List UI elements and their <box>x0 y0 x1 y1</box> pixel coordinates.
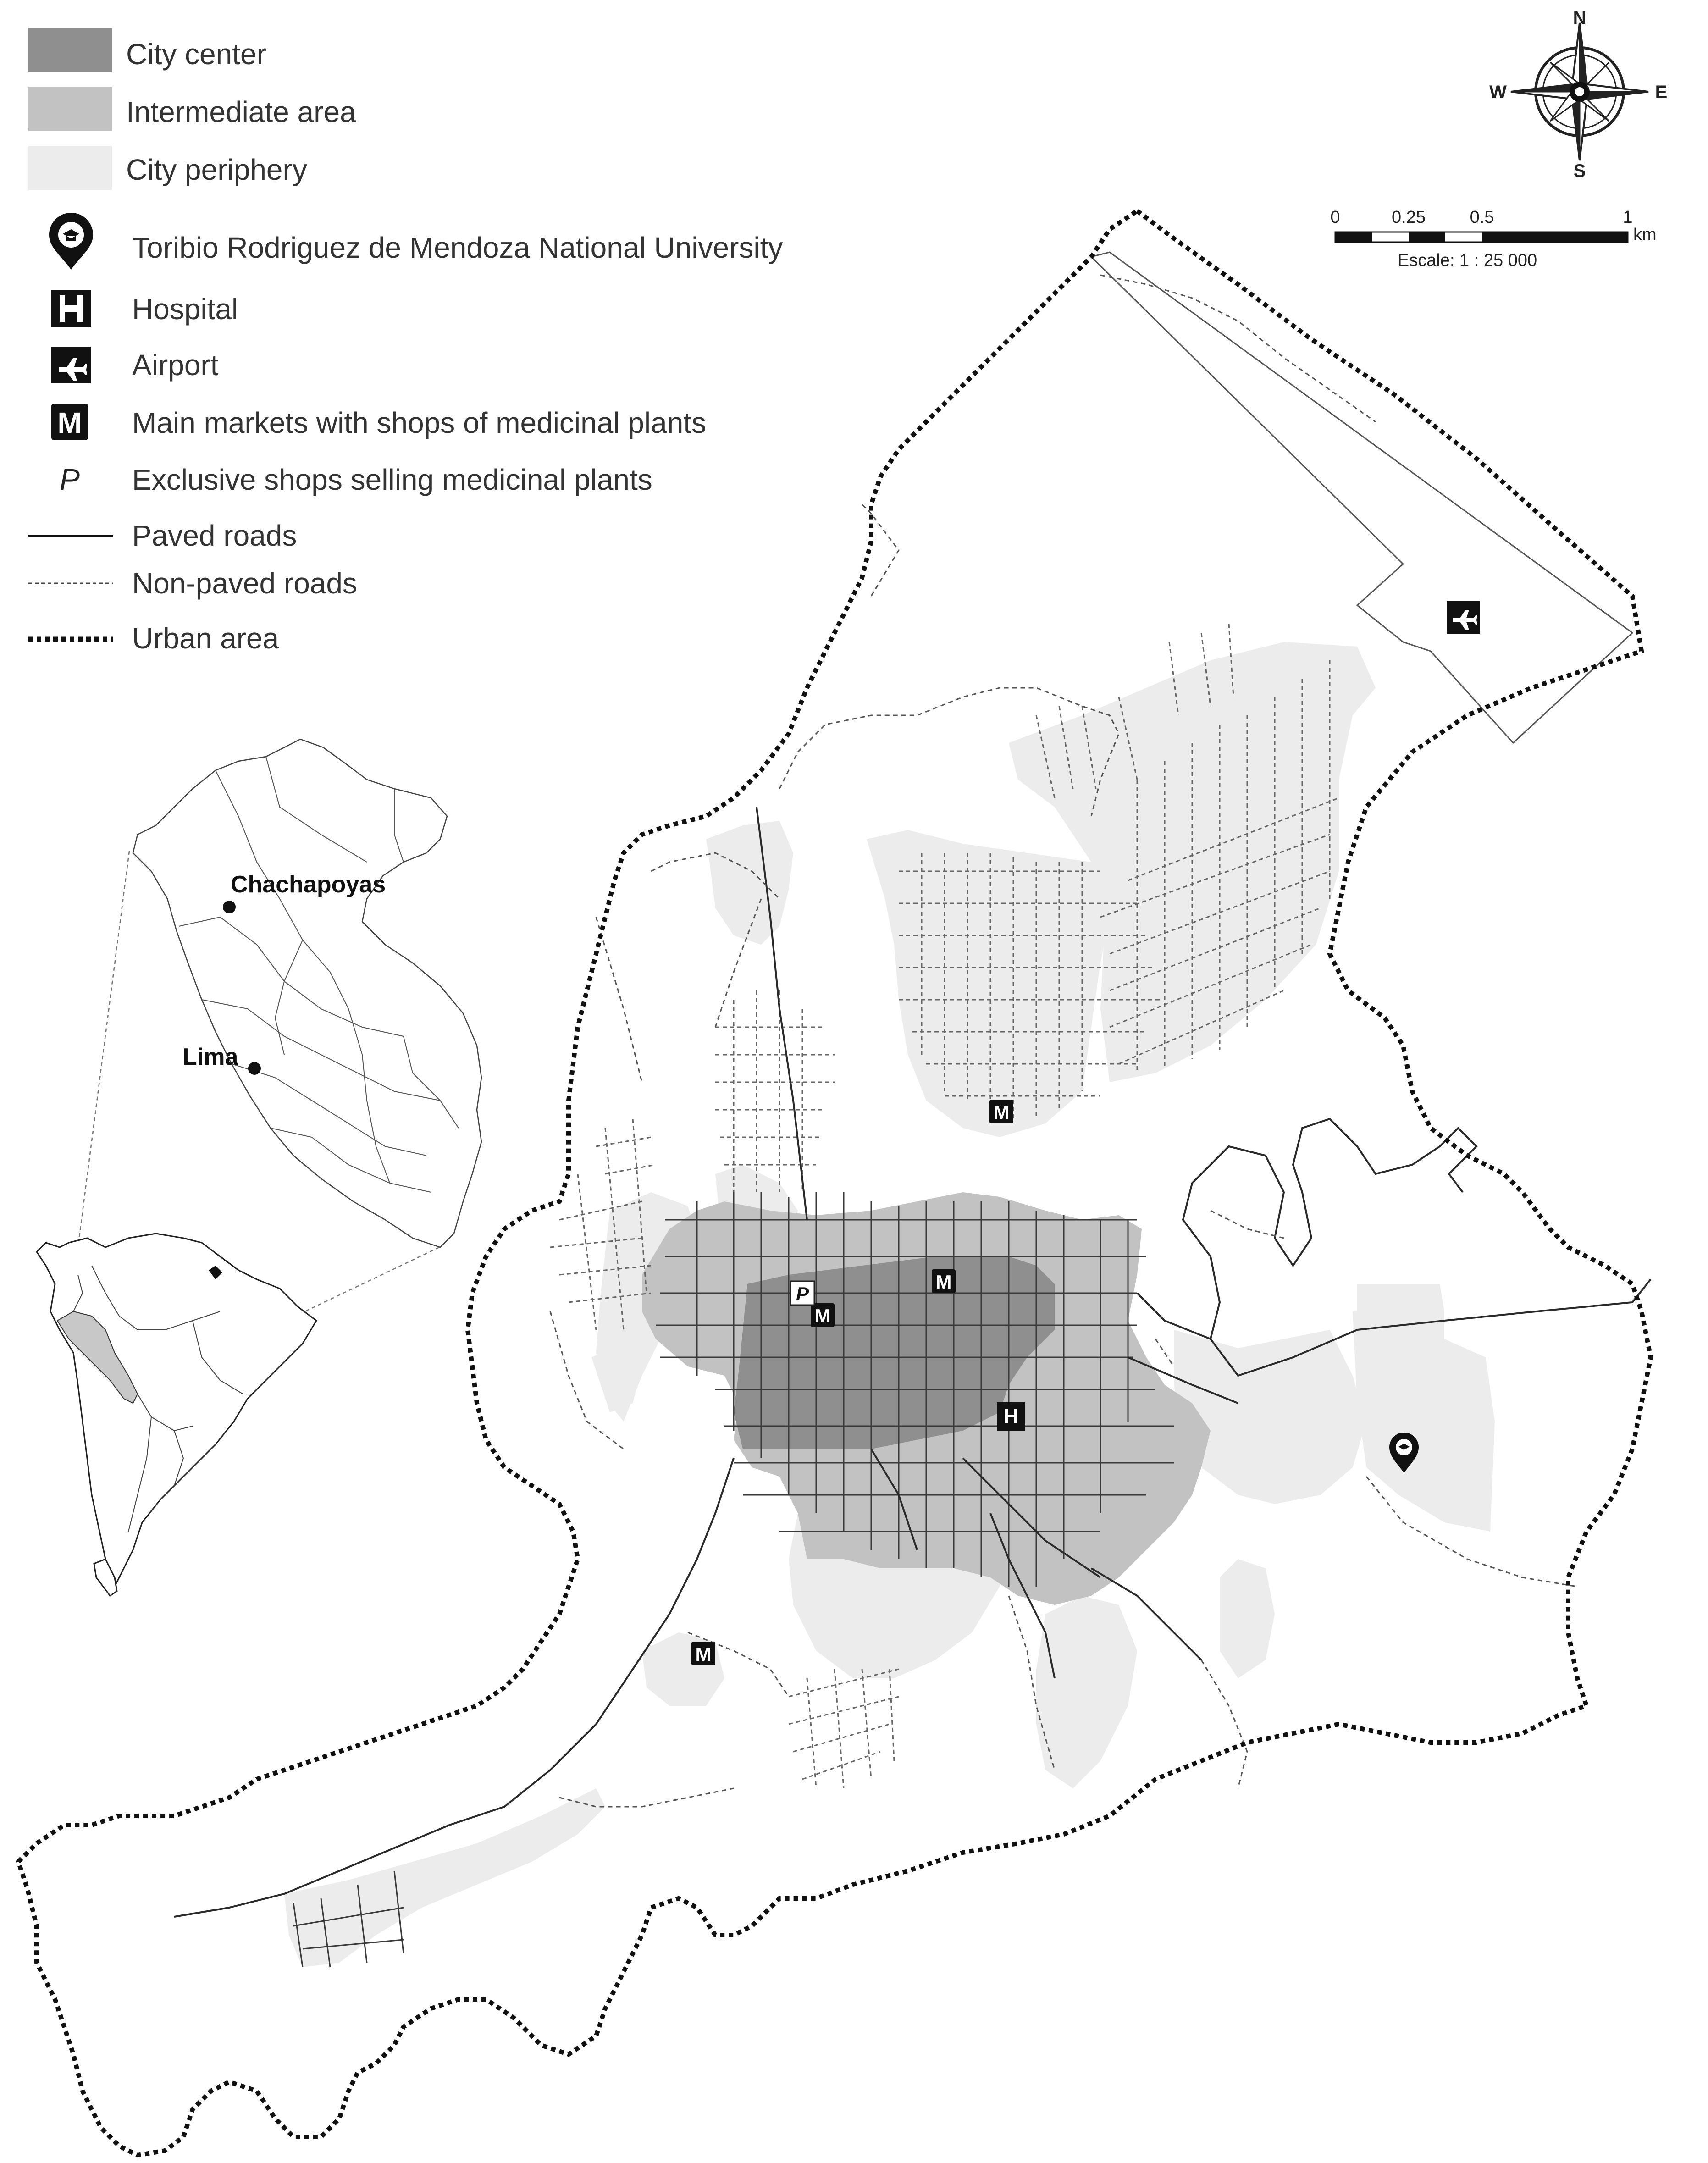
market-marker-south <box>691 1642 715 1665</box>
legend-label-intermediate-area: Intermediate area <box>126 95 356 128</box>
compass-n: N <box>1573 8 1586 28</box>
scale-tick-1: 1 <box>1623 208 1633 227</box>
svg-text:P: P <box>796 1283 809 1305</box>
chachapoyas-label: Chachapoyas <box>231 871 386 898</box>
legend-label-market: Main markets with shops of medicinal plants <box>132 406 707 439</box>
inset-locator <box>37 739 481 1596</box>
hospital-icon <box>51 290 91 327</box>
svg-text:H: H <box>1003 1404 1019 1428</box>
shop-p-marker <box>790 1281 814 1305</box>
legend-label-airport: Airport <box>132 349 219 382</box>
legend-label-city-periphery: City periphery <box>126 153 307 186</box>
scale-tick-05: 0.5 <box>1470 208 1494 227</box>
scale-caption: Escale: 1 : 25 000 <box>1397 251 1537 270</box>
legend-label-city-center: City center <box>126 38 266 71</box>
lima-dot <box>248 1062 261 1075</box>
airport-marker-icon <box>1447 601 1480 634</box>
svg-text:M: M <box>695 1643 712 1665</box>
south-america-outline <box>37 1234 316 1587</box>
svg-text:M: M <box>935 1271 952 1293</box>
legend-label-urban-area: Urban area <box>132 622 279 655</box>
lima-label: Lima <box>182 1044 238 1070</box>
legend-label-university: Toribio Rodriguez de Mendoza National University <box>132 231 783 264</box>
scale-bar <box>1330 208 1656 270</box>
compass-rose <box>1489 8 1667 181</box>
city-map <box>18 211 1651 2155</box>
hospital-marker-icon <box>997 1402 1025 1431</box>
compass-w: W <box>1489 82 1507 102</box>
compass-s: S <box>1573 161 1586 181</box>
peru-regions <box>179 757 459 1192</box>
chachapoyas-dot <box>223 901 236 913</box>
airport-icon <box>51 347 91 383</box>
scale-unit: km <box>1633 225 1657 244</box>
compass-e: E <box>1655 82 1668 102</box>
urban-area-boundary <box>18 211 1651 2155</box>
peru-outline <box>133 739 481 1247</box>
market-icon <box>51 404 88 440</box>
legend-label-shop: Exclusive shops selling medicinal plants <box>132 463 652 496</box>
legend-label-hospital: Hospital <box>132 293 238 326</box>
scale-tick-025: 0.25 <box>1392 208 1426 227</box>
scale-tick-0: 0 <box>1330 208 1340 227</box>
legend-swatch-intermediate-area <box>28 87 112 131</box>
market-marker-center-west <box>811 1303 835 1327</box>
legend-swatch-city-periphery <box>28 146 112 190</box>
legend-label-non-paved-roads: Non-paved roads <box>132 567 357 600</box>
svg-text:M: M <box>814 1305 831 1327</box>
legend-swatch-city-center <box>28 28 112 72</box>
university-pin-icon <box>49 213 93 270</box>
shop-p-icon: P <box>59 462 80 496</box>
svg-text:M: M <box>993 1101 1010 1123</box>
legend-label-paved-roads: Paved roads <box>132 519 297 552</box>
market-marker-north <box>989 1100 1013 1123</box>
svg-text:M: M <box>57 406 82 439</box>
market-marker-center-east <box>932 1269 956 1293</box>
legend <box>28 28 783 655</box>
